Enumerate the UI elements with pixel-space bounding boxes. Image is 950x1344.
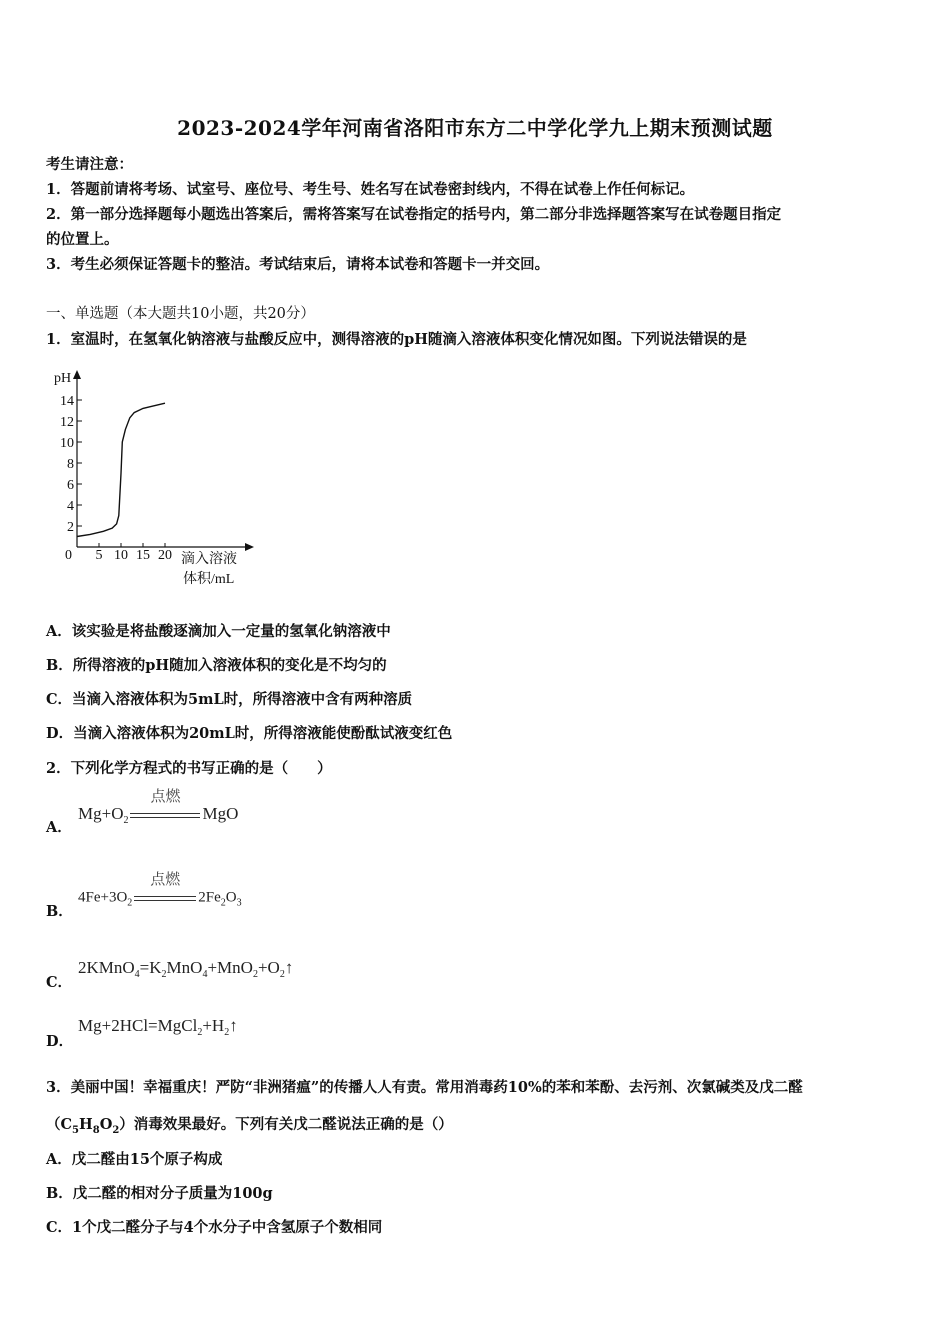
eq-c-part: +O [257, 958, 280, 977]
eq-b-sub3: 3 [236, 897, 242, 909]
q3-formula-sub: 2 [112, 1124, 120, 1136]
eq-b-left: 4Fe+3O [78, 889, 128, 906]
eq-d-part: Mg+2HCl=MgCl [78, 1016, 198, 1035]
y-tick-label: 8 [67, 457, 74, 472]
q2-stem: 2．下列化学方程式的书写正确的是（ ） [46, 760, 332, 777]
q1-option-b: B．所得溶液的pH随加入溶液体积的变化是不均匀的 [46, 657, 387, 674]
eq-c-sub: 2 [252, 969, 258, 980]
eq-c-part: =K [139, 958, 162, 977]
x-tick-label: 5 [95, 548, 103, 563]
q3-stem-line1: 3．美丽中国！幸福重庆！严防“非洲猪瘟”的传播人人有责。常用消毒药10%的苯和苯酚、去污剂、次氯碱类及戊二醛 [46, 1079, 803, 1096]
q2-label-b: B． [46, 903, 73, 920]
eq-a-sub: 2 [123, 815, 129, 826]
eq-a-right: MgO [202, 804, 239, 823]
notice-item-2a: 2．第一部分选择题每小题选出答案后，需将答案写在试卷指定的括号内，第二部分非选择题答案写在试卷题目指定 [46, 206, 782, 223]
q1-stem: 1．室温时，在氢氧化钠溶液与盐酸反应中，测得溶液的pH随滴入溶液体积变化情况如图。下列说法错误的是 [46, 331, 747, 348]
q1-option-c: C．当滴入溶液体积为5mL时，所得溶液中含有两种溶质 [46, 691, 413, 708]
eq-d-sub: 2 [224, 1027, 230, 1038]
x-axis-arrow [245, 543, 254, 551]
y-tick-label: 14 [60, 394, 74, 409]
q3-formula-sub: 5 [72, 1124, 80, 1136]
q3-stem-rest: ）消毒效果最好。下列有关戊二醛说法正确的是（） [119, 1116, 453, 1133]
y-axis-label: pH [54, 371, 72, 386]
eq-c-part: MnO [166, 958, 203, 977]
eq-c-sub: 4 [134, 969, 140, 980]
ph-titration-chart [40, 362, 270, 594]
y-tick-label: 2 [67, 520, 74, 535]
eq-b-sub1: 2 [127, 897, 133, 909]
notice-item-1: 1．答题前请将考场、试室号、座位号、考生号、姓名写在试卷密封线内，不得在试卷上作任何标记。 [46, 181, 695, 198]
y-tick-label: 12 [60, 415, 74, 430]
q1-option-a: A．该实验是将盐酸逐滴加入一定量的氢氧化钠溶液中 [46, 623, 391, 640]
q3-formula-sub: 8 [92, 1124, 100, 1136]
eq-c-sub: 2 [279, 969, 285, 980]
eq-b-right2: O [225, 889, 237, 906]
q2-label-a: A． [46, 819, 72, 836]
x-tick-label: 20 [158, 548, 172, 563]
q3-stem-line2 [46, 1113, 453, 1136]
eq-c-part: 2KMnO [78, 958, 135, 977]
q3-formula-open: （C [46, 1116, 73, 1133]
ph-curve [77, 403, 165, 536]
eq-b-right1: 2Fe [198, 889, 221, 906]
eq-a-condition: 点燃 [150, 787, 181, 806]
x-axis-label-line1: 滴入溶液 [181, 552, 237, 567]
q2-equation-b [78, 870, 242, 909]
q2-equation-a [78, 787, 239, 826]
q2-equation-d [78, 1016, 238, 1038]
eq-c-arrow: ↑ [284, 958, 294, 977]
x-tick-label: 15 [136, 548, 150, 563]
notice-item-3: 3．考生必须保证答题卡的整洁。考试结束后，请将本试卷和答题卡一并交回。 [46, 256, 550, 273]
q2-equation-c [78, 958, 293, 980]
q3-formula-h: H [79, 1116, 93, 1133]
eq-a-condition-bar [130, 787, 200, 825]
x-tick-label: 10 [114, 548, 128, 563]
y-tick-label: 6 [67, 478, 74, 493]
page-title: 2023-2024学年河南省洛阳市东方二中学化学九上期末预测试题 [177, 116, 773, 140]
y-tick-label: 10 [60, 436, 74, 451]
y-tick-label: 4 [67, 499, 74, 514]
eq-b-condition: 点燃 [150, 870, 181, 888]
eq-c-sub: 4 [202, 969, 208, 980]
q3-formula-o: O [99, 1116, 113, 1133]
q3-option-c: C．1个戊二醛分子与4个水分子中含氢原子个数相同 [46, 1219, 383, 1236]
eq-d-part: +H [202, 1016, 225, 1035]
eq-b-condition-bar [134, 870, 196, 908]
eq-c-sub: 2 [161, 969, 167, 980]
section-heading: 一、单选题（本大题共10小题，共20分） [46, 306, 315, 322]
eq-b-sub2: 2 [220, 897, 226, 909]
eq-c-part: +MnO [207, 958, 253, 977]
notice-item-2b: 的位置上。 [46, 231, 119, 248]
x-axis-label-line2: 体积/mL [183, 572, 235, 587]
q3-option-a: A．戊二醛由15个原子构成 [46, 1151, 223, 1168]
q1-option-d: D．当滴入溶液体积为20mL时，所得溶液能使酚酞试液变红色 [46, 725, 453, 742]
y-axis-arrow [73, 370, 81, 379]
q2-label-d: D． [46, 1033, 74, 1050]
x-origin-label: 0 [65, 548, 72, 563]
eq-d-arrow: ↑ [229, 1016, 238, 1035]
chart-axes [73, 370, 254, 551]
eq-a-left: Mg+O [78, 804, 124, 823]
q3-option-b: B．戊二醛的相对分子质量为100g [46, 1185, 273, 1202]
eq-d-sub: 2 [197, 1027, 203, 1038]
notice-heading: 考生请注意： [46, 156, 133, 173]
q2-label-c: C． [46, 974, 73, 991]
